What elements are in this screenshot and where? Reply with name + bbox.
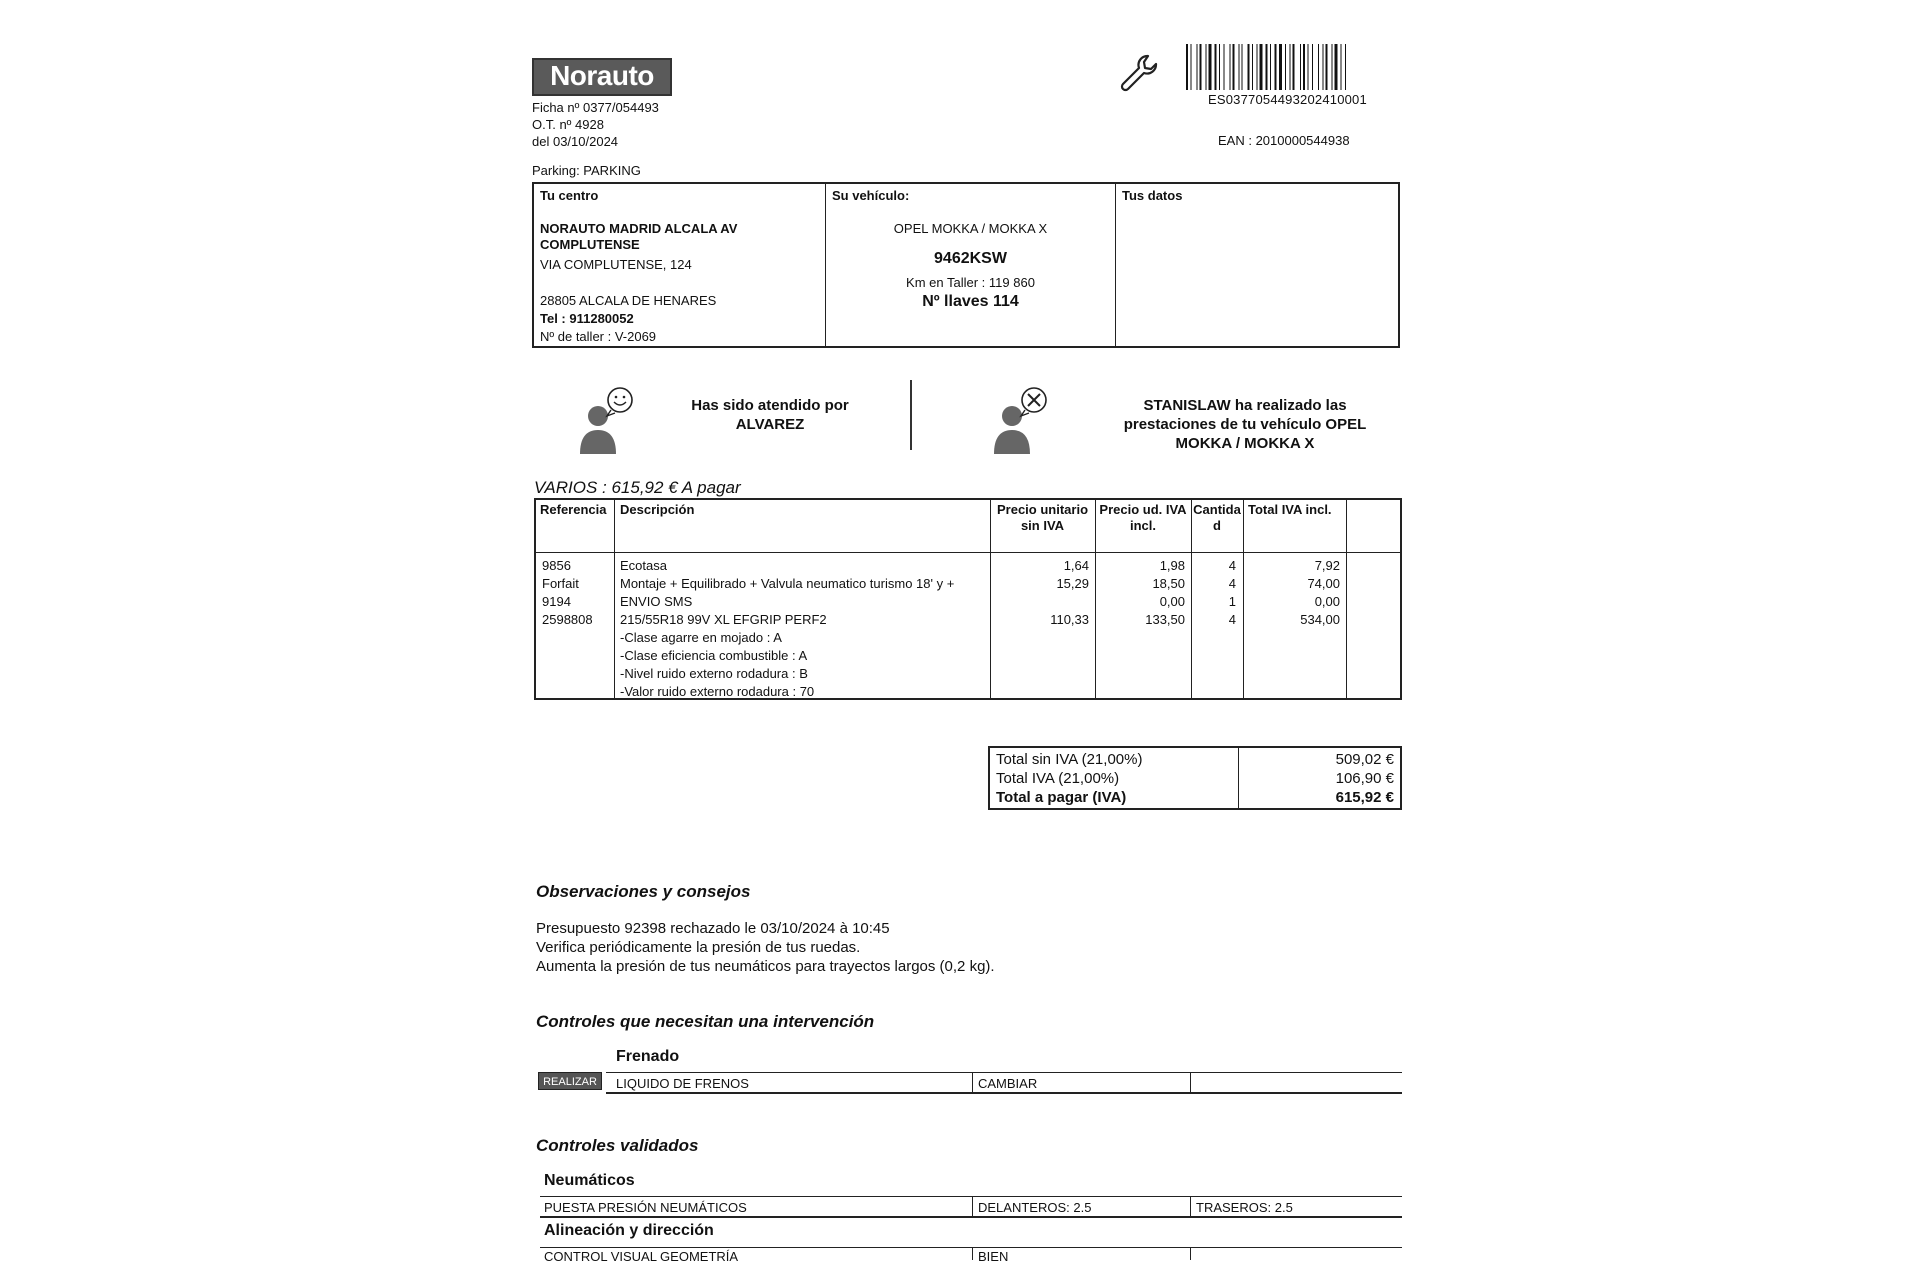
row1-tot: 7,92: [1314, 558, 1340, 573]
attended-by-text: [660, 396, 880, 434]
row1-pu: 1,64: [1063, 558, 1089, 573]
observacion-line-1: Presupuesto 92398 rechazado le 03/10/2024 à 10:45: [536, 920, 890, 937]
vehicle-llaves: Nº llaves 114: [922, 293, 1019, 310]
vehiculo-column: [826, 184, 1116, 346]
th-precio-unitario: [990, 502, 1095, 534]
row3-desc: ENVIO SMS: [620, 594, 693, 609]
logo-text: Norauto: [550, 60, 654, 91]
th-total: Total IVA incl.: [1248, 502, 1332, 517]
performed-line-2: prestaciones de tu vehículo OPEL: [1123, 416, 1367, 433]
centro-tel: Tel : 911280052: [540, 311, 634, 326]
row1-ref: 9856: [542, 558, 571, 573]
row1-q: 4: [1228, 558, 1236, 573]
performed-by-text: [1100, 396, 1390, 453]
row2-tot: 74,00: [1307, 576, 1340, 591]
total-iva-value: 106,90 €: [1335, 770, 1394, 787]
totals-box: [988, 746, 1402, 810]
performed-line-3: MOKKA / MOKKA X: [1175, 435, 1315, 452]
ean-code: EAN : 2010000544938: [1218, 133, 1350, 148]
performed-line-1: STANISLAW ha realizado las: [1143, 397, 1347, 414]
attended-line-1: Has sido atendido por: [691, 397, 849, 414]
row4-desc: 215/55R18 99V XL EFGRIP PERF2: [620, 612, 827, 627]
tyre-spec-2: -Clase eficiencia combustible : A: [620, 648, 808, 663]
ot-number: O.T. nº 4928: [532, 117, 604, 132]
frenado-item: LIQUIDO DE FRENOS: [616, 1076, 749, 1091]
controles-intervencion-title: Controles que necesitan una intervención: [536, 1012, 875, 1031]
row2-pu: 15,29: [1056, 576, 1089, 591]
centro-title: Tu centro: [540, 188, 599, 203]
realizar-badge: REALIZAR: [538, 1072, 602, 1090]
frenado-action: CAMBIAR: [978, 1076, 1038, 1091]
person-smile-icon: [578, 384, 634, 456]
row2-q: 4: [1228, 576, 1236, 591]
tyre-spec-4: -Valor ruido externo rodadura : 70: [620, 684, 815, 699]
info-box: [532, 182, 1400, 348]
wrench-icon: [1118, 52, 1162, 96]
datos-title: Tus datos: [1122, 188, 1183, 203]
vehicle-model: OPEL MOKKA / MOKKA X: [893, 221, 1048, 236]
barcode: [1186, 44, 1398, 90]
tyre-spec-3: -Nivel ruido externo rodadura : B: [620, 666, 808, 681]
norauto-logo: [532, 58, 672, 96]
row3-tot: 0,00: [1314, 594, 1340, 609]
th-q-line2: d: [1213, 518, 1221, 533]
tyre-spec-1: -Clase agarre en mojado : A: [620, 630, 782, 645]
total-pagar-value: 615,92 €: [1335, 789, 1394, 806]
alineacion-item: CONTROL VISUAL GEOMETRÍA: [544, 1249, 739, 1264]
frenado-group: Frenado: [616, 1048, 680, 1065]
alineacion-group: Alineación y dirección: [544, 1222, 714, 1239]
observacion-line-3: Aumenta la presión de tus neumáticos para trayectos largos (0,2 kg).: [536, 958, 995, 975]
row2-desc: Montaje + Equilibrado + Valvula neumatico turismo 18' y +: [620, 576, 955, 591]
parking-info: Parking: PARKING: [532, 163, 641, 178]
centro-column: [534, 184, 826, 346]
th-precio-iva: [1095, 502, 1191, 534]
centro-city: 28805 ALCALA DE HENARES: [540, 293, 717, 308]
vehiculo-title: Su vehículo:: [832, 188, 910, 203]
alineacion-value: BIEN: [978, 1249, 1009, 1264]
total-sin-iva-label: Total sin IVA (21,00%): [996, 751, 1143, 768]
vehicle-km: Km en Taller : 119 860: [906, 275, 1035, 290]
neumaticos-delanteros: DELANTEROS: 2.5: [978, 1200, 1092, 1215]
neumaticos-item: PUESTA PRESIÓN NEUMÁTICOS: [544, 1200, 747, 1215]
th-q-line1: Cantida: [1193, 502, 1241, 517]
row2-ref: Forfait: [542, 576, 579, 591]
observacion-line-2: Verifica periódicamente la presión de tus ruedas.: [536, 939, 861, 956]
th-pi-line1: Precio ud. IVA: [1099, 502, 1187, 517]
alineacion-row: [540, 1247, 1402, 1264]
row1-pi: 1,98: [1159, 558, 1185, 573]
row1-desc: Ecotasa: [620, 558, 667, 573]
barcode-number: ES0377054493202410001: [1208, 92, 1367, 107]
row4-tot: 534,00: [1300, 612, 1340, 627]
controles-validados-title: Controles validados: [536, 1136, 699, 1155]
row2-pi: 18,50: [1152, 576, 1185, 591]
row4-pu: 110,33: [1050, 612, 1089, 627]
centro-address: VIA COMPLUTENSE, 124: [540, 257, 692, 272]
row4-ref: 2598808: [542, 612, 593, 627]
datos-column: [1116, 184, 1398, 346]
th-pu-line1: Precio unitario: [996, 502, 1089, 517]
total-pagar-label: Total a pagar (IVA): [996, 789, 1127, 806]
ficha-number: Ficha nº 0377/054493: [532, 100, 659, 115]
row4-pi: 133,50: [1145, 612, 1185, 627]
th-pu-line2: sin IVA: [1020, 518, 1065, 533]
total-sin-iva-value: 509,02 €: [1335, 751, 1394, 768]
th-cantidad: [1191, 502, 1243, 534]
th-pi-line2: incl.: [1129, 518, 1156, 533]
th-referencia: Referencia: [540, 502, 607, 517]
centro-taller: Nº de taller : V-2069: [540, 329, 657, 344]
observaciones-title: Observaciones y consejos: [536, 882, 751, 901]
attended-line-2: ALVAREZ: [735, 416, 805, 433]
vehicle-plate: 9462KSW: [934, 250, 1007, 267]
th-descripcion: Descripción: [620, 502, 695, 517]
items-table: [534, 498, 1402, 700]
centro-name-2: COMPLUTENSE: [540, 237, 640, 252]
row4-q: 4: [1228, 612, 1236, 627]
person-tools-icon: [992, 384, 1048, 456]
varios-title: VARIOS : 615,92 € A pagar: [534, 478, 741, 497]
neumaticos-group: Neumáticos: [544, 1172, 635, 1189]
neumaticos-row: [540, 1196, 1402, 1218]
centro-name-1: NORAUTO MADRID ALCALA AV: [540, 221, 738, 236]
neumaticos-traseros: TRASEROS: 2.5: [1196, 1200, 1293, 1215]
row3-ref: 9194: [542, 594, 571, 609]
ficha-date: del 03/10/2024: [532, 134, 619, 149]
row3-pi: 0,00: [1159, 594, 1185, 609]
row3-q: 1: [1228, 594, 1236, 609]
frenado-row: [606, 1072, 1402, 1094]
attended-separator: [910, 380, 912, 450]
total-iva-label: Total IVA (21,00%): [996, 770, 1120, 787]
